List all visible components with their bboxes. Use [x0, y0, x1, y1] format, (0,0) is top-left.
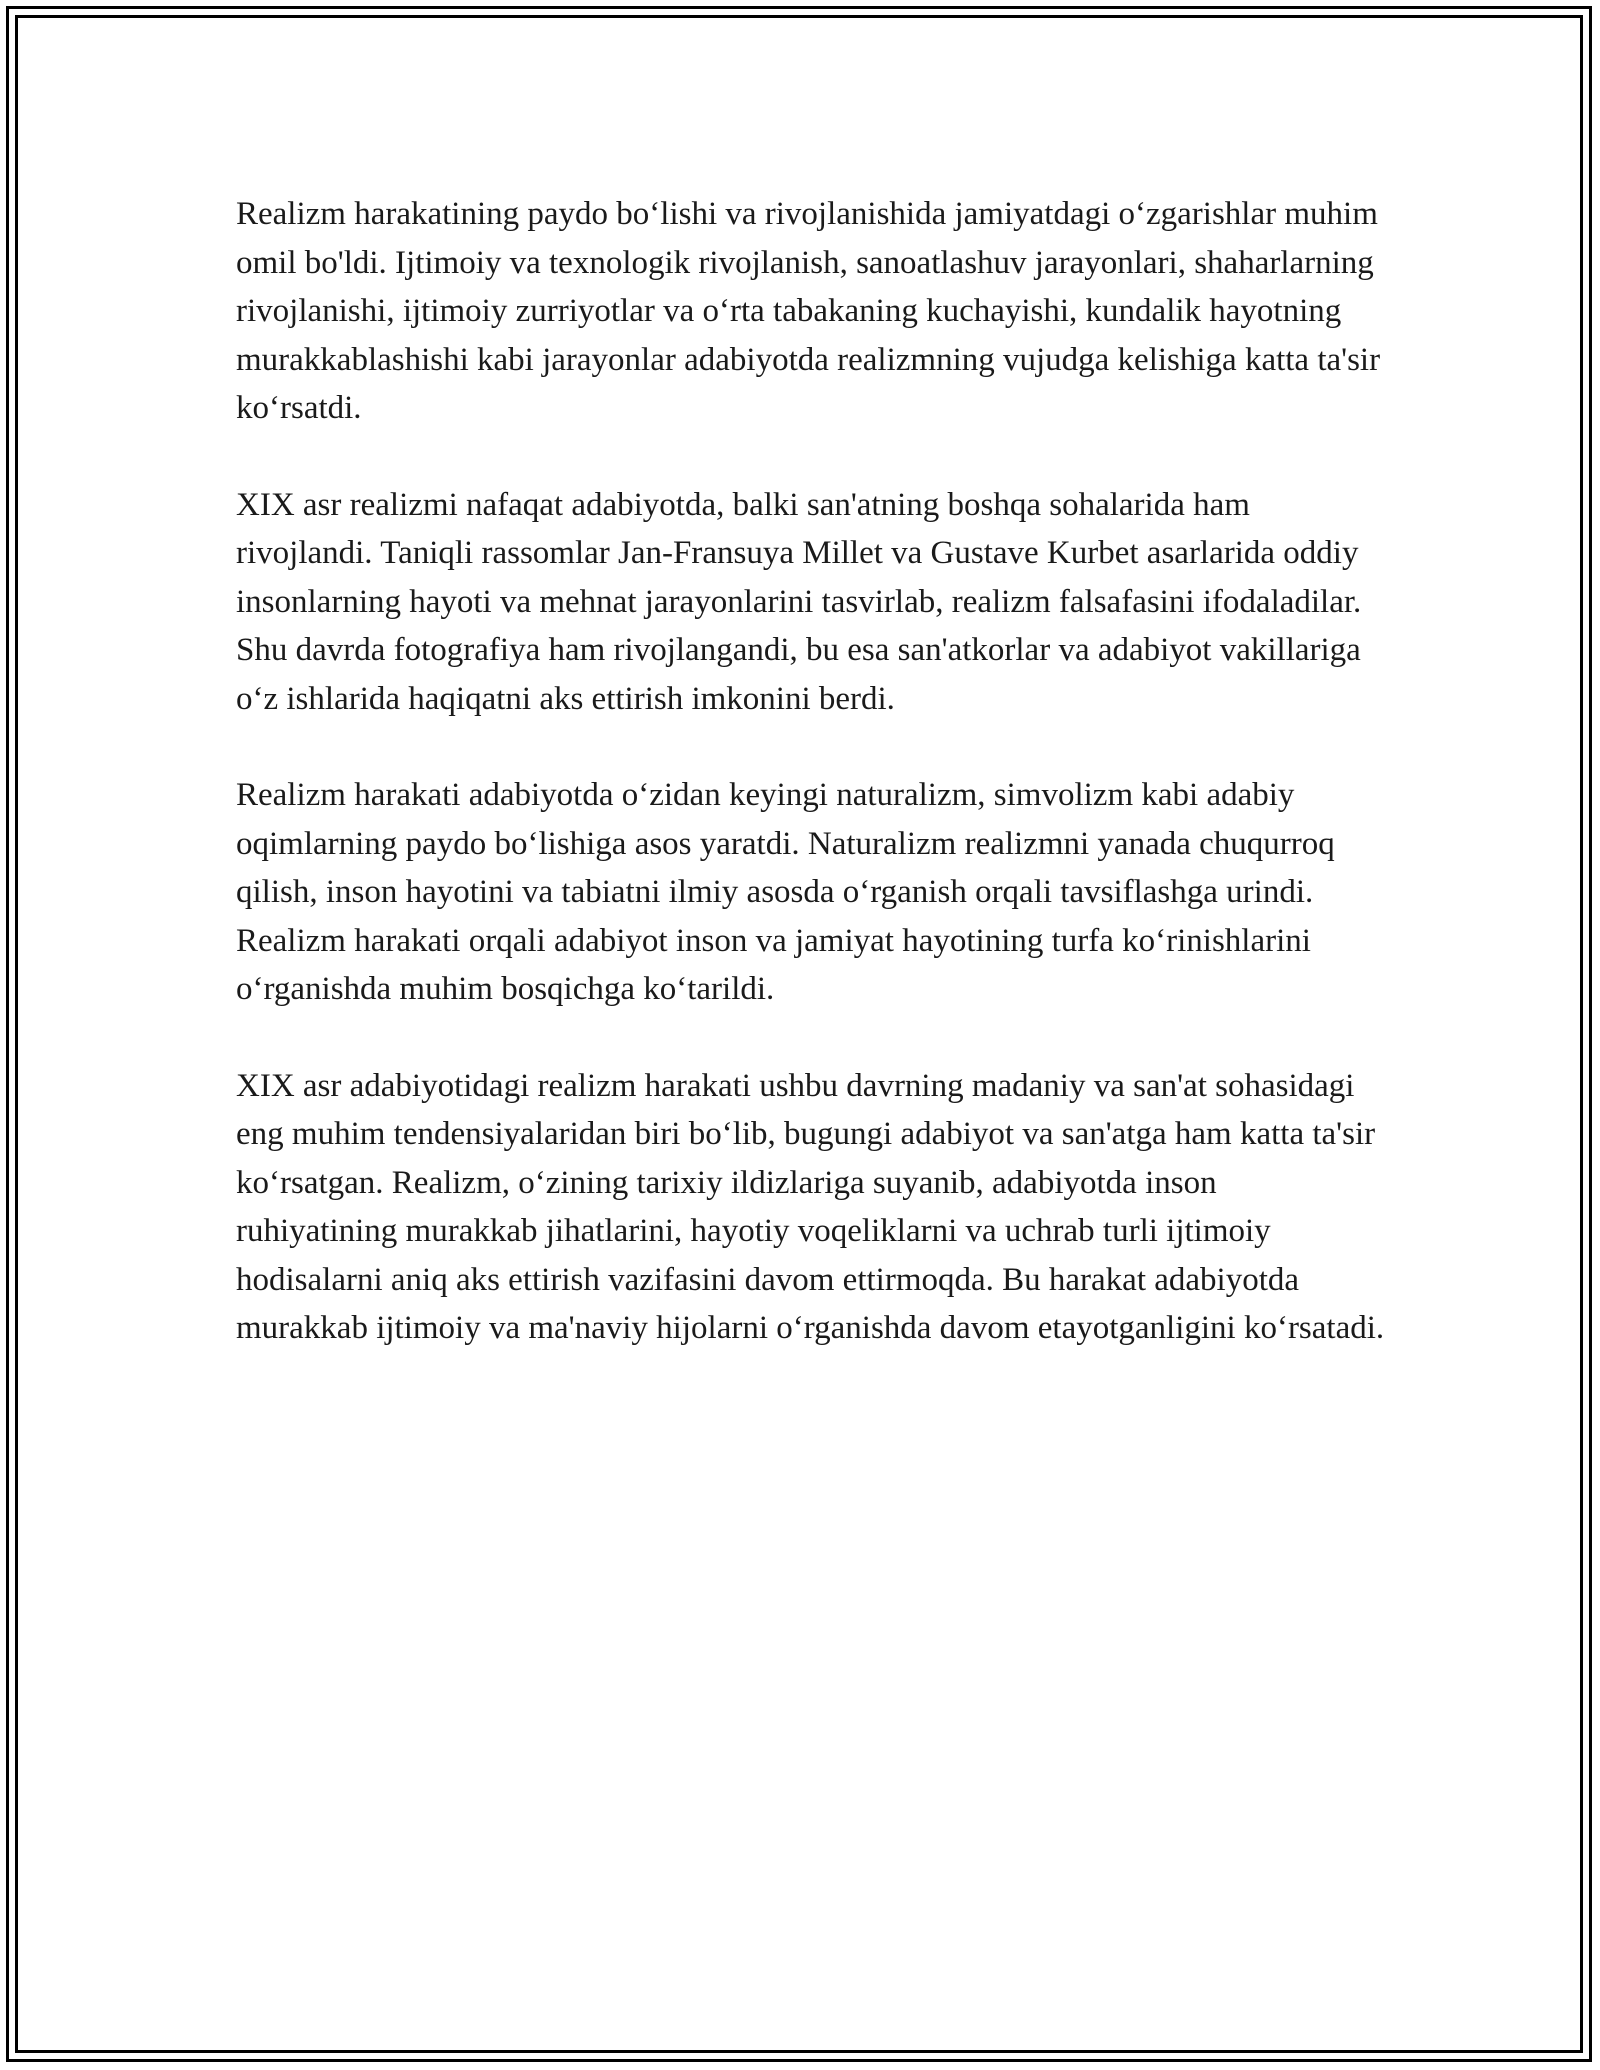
- paragraph-1: Realizm harakatining paydo bo‘lishi va rivojlanishida jamiyatdagi o‘zgarishlar muhim omil bo'ldi. Ijtimoiy va texnologik rivojlanish, sanoatlashuv jarayonlari, shaharlarning rivojlanishi, ijtimoiy zurriyotlar va o‘rta tabakaning kuchayishi, kundalik hayotning murakkablashishi kabi jarayonlar adabiyotda realizmning vujudga kelishiga katta ta'sir ko‘rsatdi.: [236, 196, 1381, 426]
- paragraph-4: XIX asr adabiyotidagi realizm harakati ushbu davrning madaniy va san'at sohasidagi eng muhim tendensiyalaridan biri bo‘lib, bugungi adabiyot va san'atga ham katta ta'sir ko‘rsatgan. Realizm, o‘zining tarixiy ildizlariga suyanib, adabiyotda inson ruhiyatining murakkab jihatlarini, hayotiy voqeliklarni va uchrab turli ijtimoiy hodisalarni aniq aks ettirish vazifasini davom ettirmoqda. Bu harakat adabiyotda murakkab ijtimoiy va ma'naviy hijolarni o‘rganishda davom etayotganligini ko‘rsatadi.: [236, 1067, 1385, 1346]
- paragraph-3: Realizm harakati adabiyotda o‘zidan keyingi naturalizm, simvolizm kabi adabiy oqimlarning paydo bo‘lishiga asos yaratdi. Naturalizm realizmni yanada chuqurroq qilish, inson hayotini va tabiatni ilmiy asosda o‘rganish orqali tavsiflashga urindi. Realizm harakati orqali adabiyot inson va jamiyat hayotining turfa ko‘rinishlarini o‘rganishda muhim bosqichga ko‘tarildi.: [236, 777, 1335, 1007]
- paragraph-2: XIX asr realizmi nafaqat adabiyotda, balki san'atning boshqa sohalarida ham rivojlandi. Taniqli rassomlar Jan-Fransuya Millet va Gustave Kurbet asarlarida oddiy insonlarning hayoti va mehnat jarayonlarini tasvirlab, realizm falsafasini ifodaladilar. Shu davrda fotografiya ham rivojlangandi, bu esa san'atkorlar va adabiyot vakillariga o‘z ishlarida haqiqatni aks ettirish imkonini berdi.: [236, 486, 1362, 717]
- document-body: [236, 190, 1386, 1401]
